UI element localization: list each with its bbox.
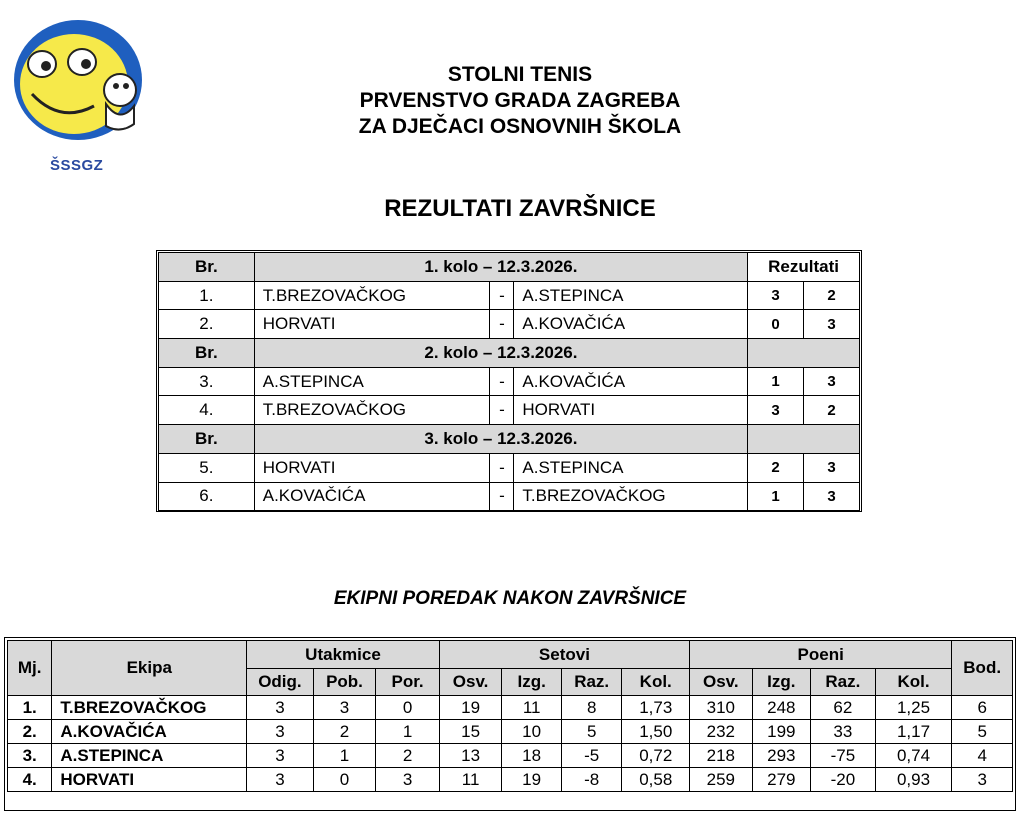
stat-cell: 3 (376, 768, 440, 792)
rank: 3. (8, 744, 52, 768)
match-row (159, 453, 860, 482)
match-away-team: A.STEPINCA (514, 281, 748, 310)
match-home-team: T.BREZOVAČKOG (254, 281, 490, 310)
stat-cell: 3 (247, 768, 314, 792)
results-table (158, 252, 860, 511)
match-number: 6. (159, 482, 255, 511)
match-row (159, 396, 860, 425)
stat-cell: 5 (561, 720, 622, 744)
team-name: T.BREZOVAČKOG (52, 696, 247, 720)
stat-cell: 13 (439, 744, 502, 768)
stat-cell: 310 (690, 696, 753, 720)
match-away-team: A.KOVAČIĆA (514, 367, 748, 396)
match-home-score: 3 (748, 396, 804, 425)
stat-cell: 232 (690, 720, 753, 744)
stat-cell: 0,74 (875, 744, 952, 768)
stat-cell: 0,58 (622, 768, 690, 792)
subheader-cell: Pob. (313, 669, 376, 696)
stat-cell: 293 (752, 744, 811, 768)
subheader-cell: Raz. (811, 669, 876, 696)
match-row (159, 367, 860, 396)
match-home-team: A.KOVAČIĆA (254, 482, 490, 511)
match-separator: - (490, 396, 514, 425)
stat-cell: -75 (811, 744, 876, 768)
subheader-cell: Osv. (439, 669, 502, 696)
header-line-3: ZA DJEČACI OSNOVNIH ŠKOLA (358, 115, 682, 138)
logo-text: ŠSSGZ (50, 157, 104, 174)
match-away-score: 3 (804, 367, 860, 396)
match-away-score: 2 (804, 396, 860, 425)
match-row (159, 310, 860, 339)
points-cell: 5 (952, 720, 1013, 744)
rank: 4. (8, 768, 52, 792)
stat-cell: 1 (313, 744, 376, 768)
match-number: 2. (159, 310, 255, 339)
round-1-title: 1. kolo – 12.3.2026. (254, 253, 747, 282)
match-home-score: 1 (748, 367, 804, 396)
stat-cell: 0,93 (875, 768, 952, 792)
match-separator: - (490, 453, 514, 482)
stat-cell: 2 (376, 744, 440, 768)
subheader-cell: Izg. (752, 669, 811, 696)
round-3-title: 3. kolo – 12.3.2026. (254, 425, 747, 454)
stat-cell: 279 (752, 768, 811, 792)
stat-cell: 3 (247, 696, 314, 720)
stat-cell: 18 (502, 744, 562, 768)
match-number: 1. (159, 281, 255, 310)
page-header (260, 62, 780, 140)
stat-cell: 11 (439, 768, 502, 792)
subheader-cell: Izg. (502, 669, 562, 696)
logo-graphic (10, 14, 148, 166)
match-separator: - (490, 310, 514, 339)
stat-cell: 1,73 (622, 696, 690, 720)
stat-cell: 15 (439, 720, 502, 744)
setovi-header: Setovi (439, 641, 689, 669)
match-home-team: T.BREZOVAČKOG (254, 396, 490, 425)
match-home-team: A.STEPINCA (254, 367, 490, 396)
results-header: Rezultati (748, 253, 860, 282)
match-separator: - (490, 482, 514, 511)
br-header: Br. (159, 253, 255, 282)
team-name: HORVATI (52, 768, 247, 792)
stat-cell: 33 (811, 720, 876, 744)
match-row (159, 281, 860, 310)
standings-row (8, 696, 1013, 720)
stat-cell: 1 (376, 720, 440, 744)
results-title: REZULTATI ZAVRŠNICE (384, 195, 656, 222)
standings-row (8, 720, 1013, 744)
br-header: Br. (159, 425, 255, 454)
match-separator: - (490, 367, 514, 396)
points-cell: 3 (952, 768, 1013, 792)
match-row (159, 482, 860, 511)
subheader-cell: Por. (376, 669, 440, 696)
poeni-header: Poeni (690, 641, 952, 669)
br-header: Br. (159, 339, 255, 368)
subheader-cell: Kol. (622, 669, 690, 696)
stat-cell: 199 (752, 720, 811, 744)
standings-header-row (8, 641, 1013, 669)
stat-cell: -8 (561, 768, 622, 792)
stat-cell: 0 (376, 696, 440, 720)
stat-cell: -5 (561, 744, 622, 768)
mj-header: Mj. (8, 641, 52, 696)
stat-cell: 3 (247, 720, 314, 744)
team-name: A.KOVAČIĆA (52, 720, 247, 744)
match-home-team: HORVATI (254, 453, 490, 482)
team-name: A.STEPINCA (52, 744, 247, 768)
match-away-team: A.STEPINCA (514, 453, 748, 482)
stat-cell: 62 (811, 696, 876, 720)
match-away-score: 3 (804, 453, 860, 482)
stat-cell: 0,72 (622, 744, 690, 768)
stat-cell: 3 (313, 696, 376, 720)
utakmice-header: Utakmice (247, 641, 440, 669)
stat-cell: 19 (439, 696, 502, 720)
match-away-score: 3 (804, 310, 860, 339)
match-away-team: A.KOVAČIĆA (514, 310, 748, 339)
subheader-cell: Raz. (561, 669, 622, 696)
rank: 1. (8, 696, 52, 720)
match-home-score: 0 (748, 310, 804, 339)
match-away-score: 3 (804, 482, 860, 511)
match-home-score: 1 (748, 482, 804, 511)
stat-cell: 19 (502, 768, 562, 792)
ekipa-header: Ekipa (52, 641, 247, 696)
match-separator: - (490, 281, 514, 310)
subheader-cell: Odig. (247, 669, 314, 696)
match-number: 4. (159, 396, 255, 425)
bod-header: Bod. (952, 641, 1013, 696)
stat-cell: 1,50 (622, 720, 690, 744)
round-2-title: 2. kolo – 12.3.2026. (254, 339, 747, 368)
match-number: 5. (159, 453, 255, 482)
stat-cell: 3 (247, 744, 314, 768)
match-away-score: 2 (804, 281, 860, 310)
match-home-team: HORVATI (254, 310, 490, 339)
standings-row (8, 768, 1013, 792)
match-away-team: T.BREZOVAČKOG (514, 482, 748, 511)
round-3-header-row (159, 425, 860, 454)
round-1-header-row (159, 253, 860, 282)
standings-table (7, 640, 1013, 792)
stat-cell: -20 (811, 768, 876, 792)
logo (10, 14, 148, 174)
header-line-1: STOLNI TENIS (447, 63, 593, 86)
rank: 2. (8, 720, 52, 744)
round-2-header-row (159, 339, 860, 368)
stat-cell: 259 (690, 768, 753, 792)
match-number: 3. (159, 367, 255, 396)
match-home-score: 3 (748, 281, 804, 310)
header-line-2: PRVENSTVO GRADA ZAGREBA (359, 89, 681, 112)
stat-cell: 8 (561, 696, 622, 720)
subheader-cell: Osv. (690, 669, 753, 696)
standings-title: EKIPNI POREDAK NAKON ZAVRŠNICE (333, 588, 687, 609)
stat-cell: 218 (690, 744, 753, 768)
stat-cell: 11 (502, 696, 562, 720)
results-header-empty (748, 425, 860, 454)
stat-cell: 1,17 (875, 720, 952, 744)
match-away-team: HORVATI (514, 396, 748, 425)
subheader-cell: Kol. (875, 669, 952, 696)
standings-row (8, 744, 1013, 768)
stat-cell: 10 (502, 720, 562, 744)
match-home-score: 2 (748, 453, 804, 482)
stat-cell: 2 (313, 720, 376, 744)
results-header-empty (748, 339, 860, 368)
points-cell: 6 (952, 696, 1013, 720)
stat-cell: 0 (313, 768, 376, 792)
stat-cell: 1,25 (875, 696, 952, 720)
points-cell: 4 (952, 744, 1013, 768)
stat-cell: 248 (752, 696, 811, 720)
